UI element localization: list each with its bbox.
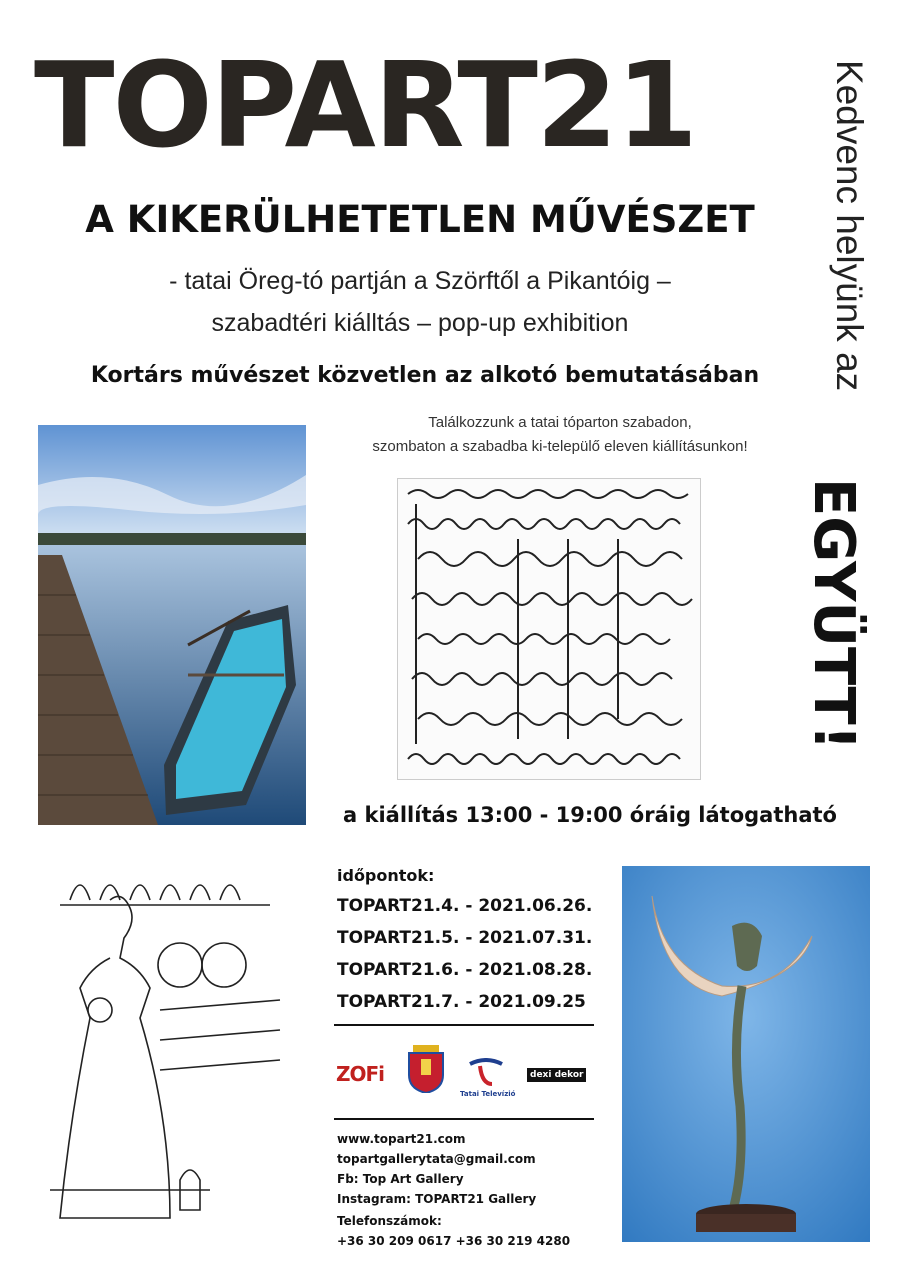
vertical-together-text: EGYÜTT! xyxy=(801,478,866,751)
headline: Kortárs művészet közvetlen az alkotó bemutatásában xyxy=(90,363,760,388)
website-link[interactable]: www.topart21.com xyxy=(337,1132,466,1146)
tagline-location: - tatai Öreg-tó partján a Szörftől a Pikantóig – xyxy=(169,267,671,295)
sculpture-photo xyxy=(622,866,870,1242)
tatai-tv-logo xyxy=(466,1058,506,1088)
dates-label: időpontok: xyxy=(337,866,435,885)
instagram-text: Instagram: TOPART21 Gallery xyxy=(337,1192,537,1206)
date-item: TOPART21.7. - 2021.09.25 xyxy=(337,992,586,1012)
poster-title: TOPART21 xyxy=(34,36,697,174)
invite-line-2: szombaton a szabadba ki-települő eleven kiállításunkon! xyxy=(372,438,748,455)
sponsor-zofi-logo: ZOFi xyxy=(336,1062,385,1086)
dexi-dekor-logo: dexi dekor xyxy=(527,1068,586,1082)
phones-label: Telefonszámok: xyxy=(337,1214,442,1228)
tata-coat-of-arms xyxy=(407,1045,445,1093)
tagline-type: szabadtéri kiálltás – pop-up exhibition xyxy=(211,309,629,337)
facebook-text: Fb: Top Art Gallery xyxy=(337,1172,464,1186)
bride-drawing xyxy=(40,860,300,1245)
vertical-together xyxy=(800,478,880,808)
date-item: TOPART21.4. - 2021.06.26. xyxy=(337,896,593,916)
date-item: TOPART21.5. - 2021.07.31. xyxy=(337,928,593,948)
vertical-slogan xyxy=(826,60,886,460)
invite-line-1: Találkozzunk a tatai tóparton szabadon, xyxy=(428,414,692,431)
tatai-tv-label: Tatai Televízió xyxy=(460,1090,516,1098)
phone-numbers: +36 30 209 0617 +36 30 219 4280 xyxy=(337,1234,571,1248)
date-item: TOPART21.6. - 2021.08.28. xyxy=(337,960,593,980)
email-link[interactable]: topartgallerytata@gmail.com xyxy=(337,1152,536,1166)
opening-hours: a kiállítás 13:00 - 19:00 óráig látogatható xyxy=(343,803,837,827)
divider xyxy=(334,1024,594,1026)
calligraphy-artwork xyxy=(397,478,701,780)
vertical-slogan-text: Kedvenc helyünk az xyxy=(829,60,870,392)
divider xyxy=(334,1118,594,1120)
poster-subtitle: A KIKERÜLHETETLEN MŰVÉSZET xyxy=(85,198,755,241)
lake-boat-photo xyxy=(38,425,306,825)
